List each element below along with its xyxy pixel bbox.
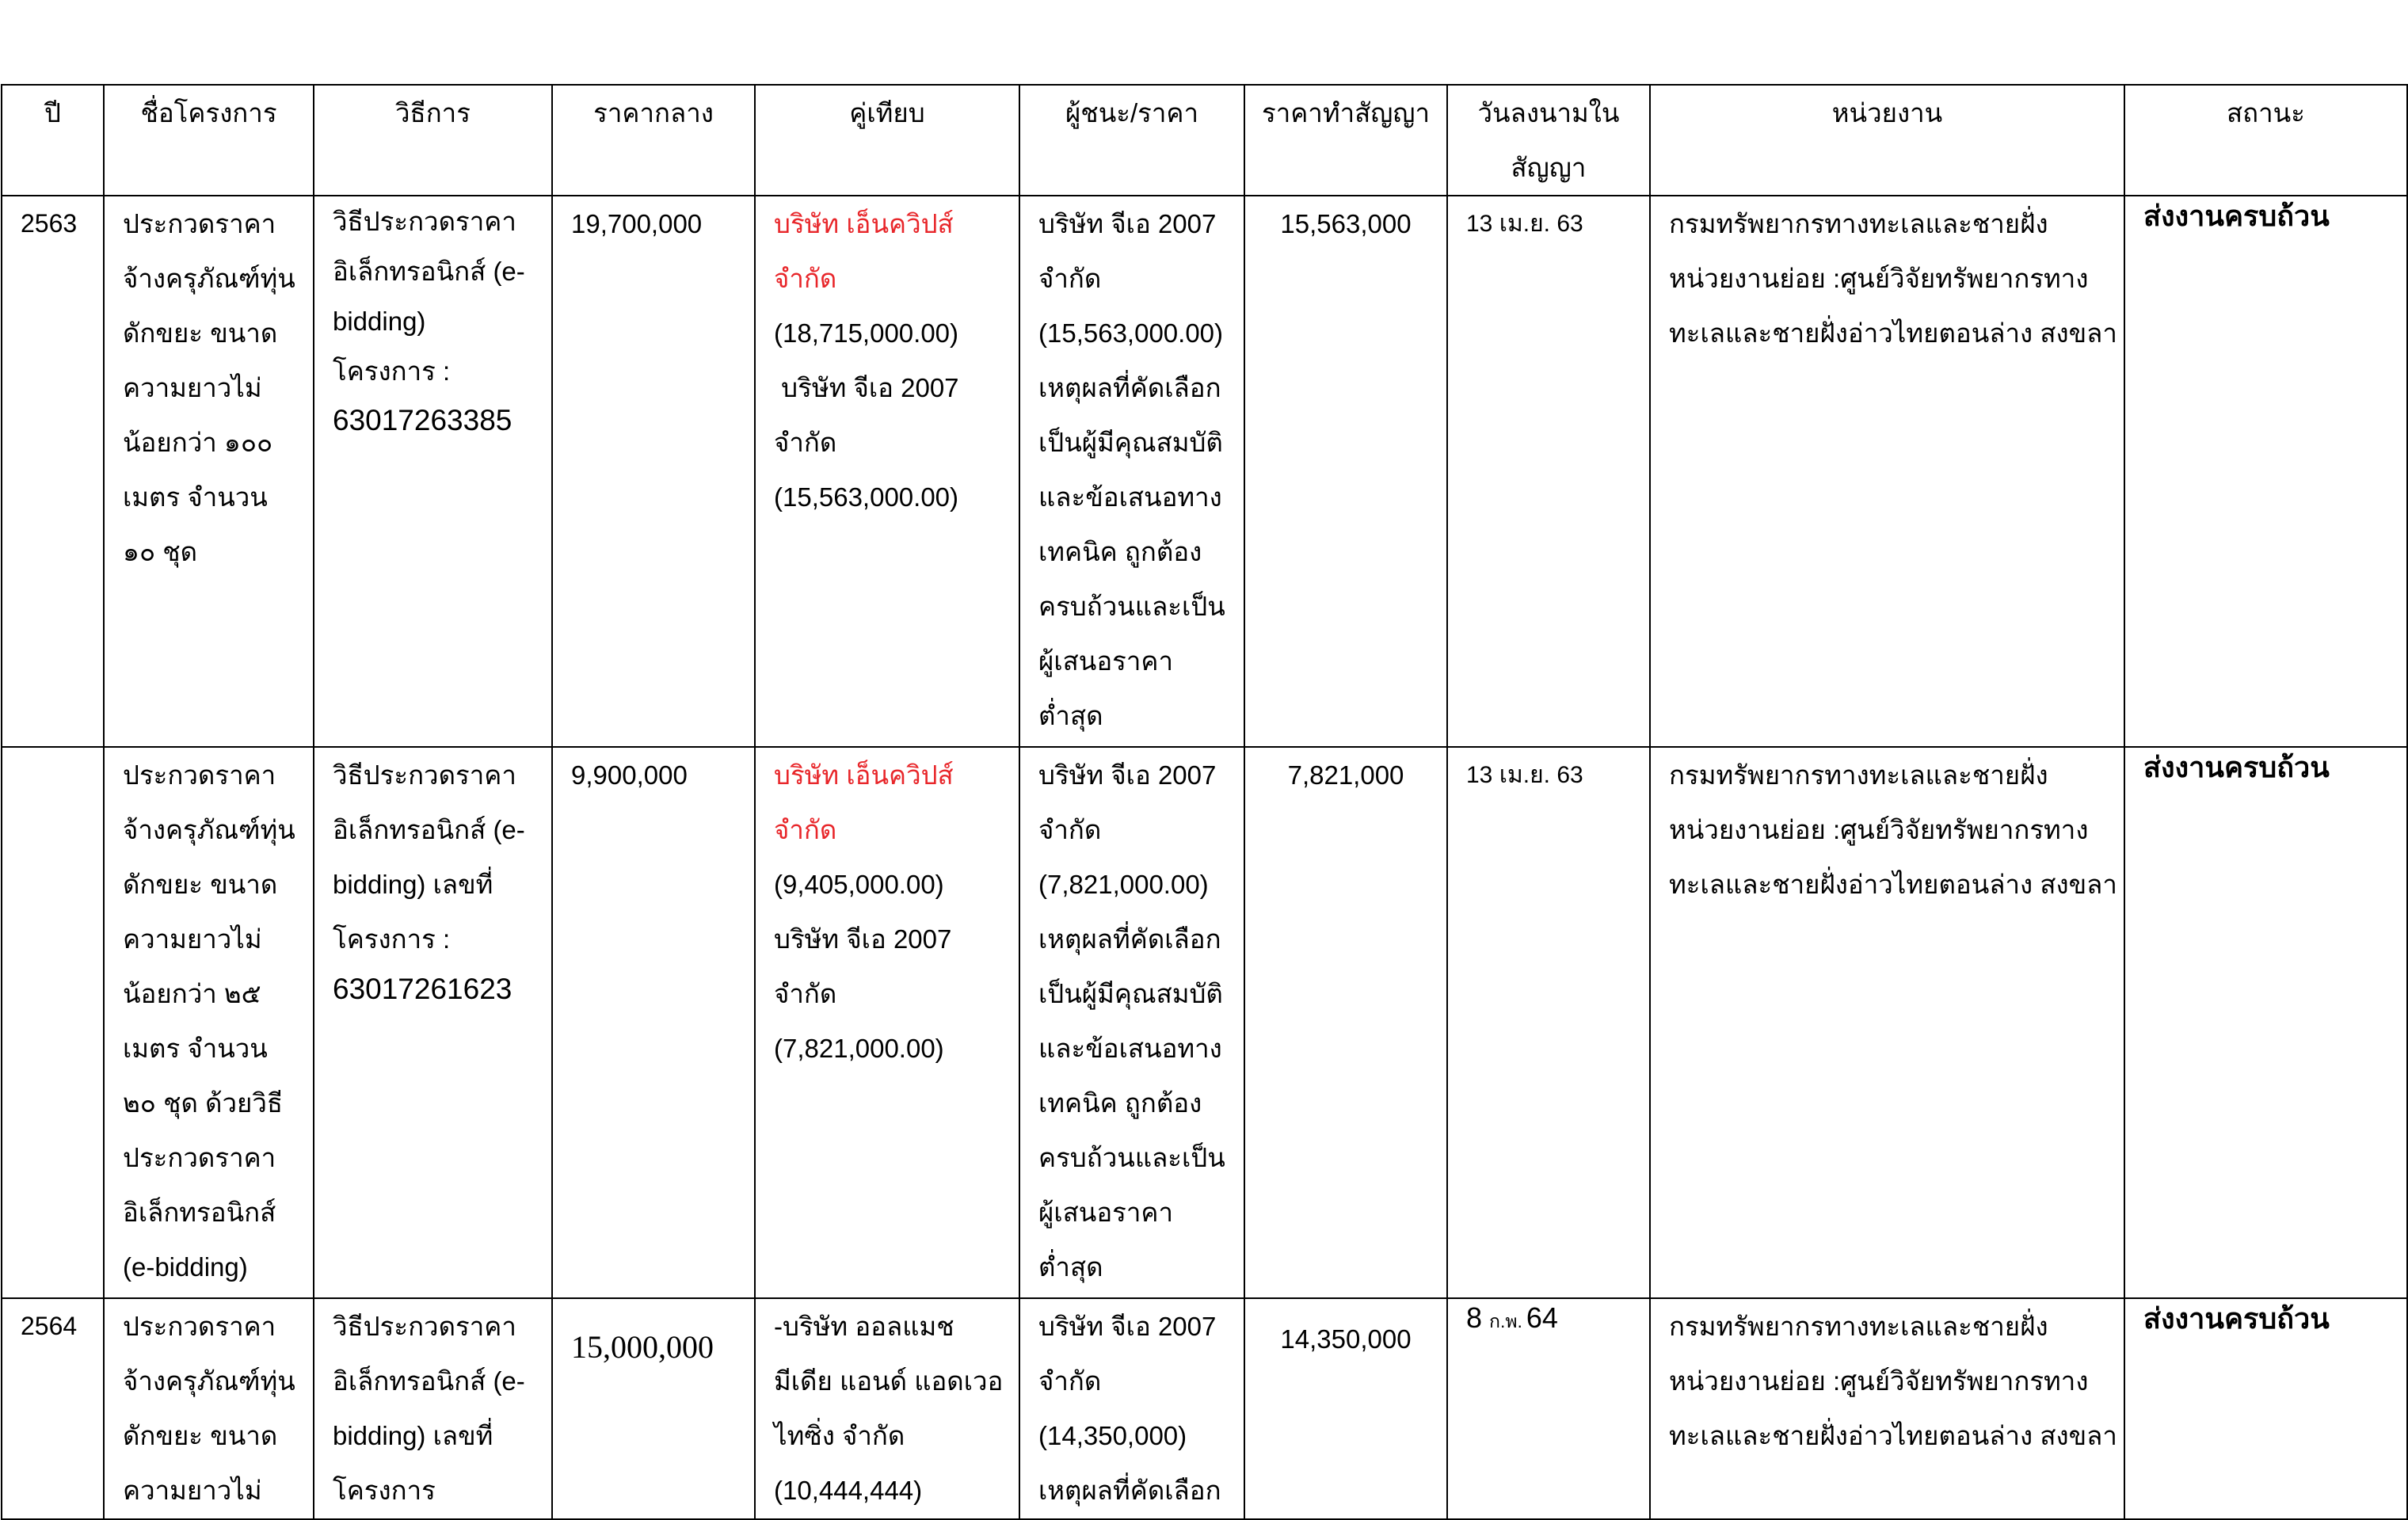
cell-signing-date — [1447, 1298, 1650, 1519]
contract-price-text: 15,563,000 — [1280, 209, 1412, 238]
cell-project-name — [104, 1298, 314, 1519]
cell-agency — [1650, 196, 2124, 747]
cell-year — [2, 1298, 104, 1519]
project-name-text: ประกวดราคา จ้างครุภัณฑ์ทุ่น ดักขยะ ขนาด ความยาวไม่ น้อยกว่า ๒๕ เมตร จำนวน ๒๐ ชุด ด้วยวิธี ประกวดราคา อิเล็กทรอนิกส์ (e-bidding) — [123, 760, 295, 1282]
competitor-highlight: บริษัท เอ็นควิปส์ จำกัด — [774, 760, 954, 844]
header-median-price: ราคากลาง — [552, 85, 755, 196]
cell-status — [2124, 747, 2407, 1298]
winner-text: บริษัท จีเอ 2007 จำกัด (14,350,000) เหตุผลที่คัดเลือก — [1038, 1312, 1221, 1505]
cell-agency — [1650, 747, 2124, 1298]
header-year: ปี — [2, 85, 104, 196]
cell-winner-price — [1019, 1298, 1244, 1519]
signing-date-month: ก.พ. — [1489, 1311, 1522, 1331]
header-competitors: คู่เทียบ — [755, 85, 1019, 196]
cell-contract-price — [1244, 196, 1447, 747]
cell-competitors — [755, 1298, 1019, 1519]
winner-text: บริษัท จีเอ 2007 จำกัด (7,821,000.00) เหตุผลที่คัดเลือก เป็นผู้มีคุณสมบัติ และข้อเสนอทาง เทคนิค ถูกต้อง ครบถ้วนและเป็น ผู้เสนอราคา ต่ำสุด — [1038, 760, 1225, 1282]
method-text: วิธีประกวดราคา อิเล็กทรอนิกส์ (e- bidding) เลขที่ โครงการ : — [333, 760, 525, 954]
header-method: วิธีการ — [314, 85, 552, 196]
median-price-text: 19,700,000 — [571, 209, 703, 238]
cell-project-name — [104, 196, 314, 747]
status-badge: ส่งงานครบถ้วน — [2143, 200, 2330, 232]
signing-date-day: 8 — [1466, 1301, 1483, 1334]
signing-date-text — [1448, 1299, 1649, 1340]
procurement-table — [1, 84, 2408, 1520]
cell-method — [314, 747, 552, 1298]
cell-agency — [1650, 1298, 2124, 1519]
cell-method — [314, 1298, 552, 1519]
cell-winner-price — [1019, 196, 1244, 747]
method-text: วิธีประกวดราคา อิเล็กทรอนิกส์ (e- bidding) เลขที่ โครงการ — [333, 1312, 525, 1505]
agency-text: กรมทรัพยากรทางทะเลและชายฝั่ง หน่วยงานย่อย :ศูนย์วิจัยทรัพยากรทาง ทะเลและชายฝั่งอ่าวไทยตอนล่าง สงขลา — [1669, 760, 2117, 899]
header-winner-price: ผู้ชนะ/ราคา — [1019, 85, 1244, 196]
cell-year — [2, 747, 104, 1298]
status-badge: ส่งงานครบถ้วน — [2143, 1302, 2330, 1335]
project-number: 63017261623 — [333, 973, 512, 1005]
median-price-text: 15,000,000 — [571, 1329, 714, 1365]
cell-median-price — [552, 196, 755, 747]
agency-text: กรมทรัพยากรทางทะเลและชายฝั่ง หน่วยงานย่อย :ศูนย์วิจัยทรัพยากรทาง ทะเลและชายฝั่งอ่าวไทยตอนล่าง สงขลา — [1669, 1312, 2117, 1450]
header-agency: หน่วยงาน — [1650, 85, 2124, 196]
status-badge: ส่งงานครบถ้วน — [2143, 751, 2330, 783]
project-number: 63017263385 — [333, 404, 512, 436]
contract-price-text: 7,821,000 — [1287, 760, 1404, 790]
table-header — [2, 85, 2407, 196]
table-row — [2, 196, 2407, 747]
contract-price-text: 14,350,000 — [1280, 1324, 1412, 1354]
header-contract-price: ราคาทำสัญญา — [1244, 85, 1447, 196]
competitor-details: (9,405,000.00) บริษัท จีเอ 2007 จำกัด (7,821,000.00) — [774, 870, 952, 1063]
competitor-highlight: บริษัท เอ็นควิปส์ จำกัด — [774, 209, 954, 293]
cell-median-price — [552, 1298, 755, 1519]
header-status: สถานะ — [2124, 85, 2407, 196]
cell-contract-price — [1244, 1298, 1447, 1519]
signing-date-year: 64 — [1526, 1301, 1558, 1334]
project-name-text: ประกวดราคา จ้างครุภัณฑ์ทุ่น ดักขยะ ขนาด ความยาวไม่ — [123, 1312, 295, 1505]
winner-text: บริษัท จีเอ 2007 จำกัด (15,563,000.00) เหตุผลที่คัดเลือก เป็นผู้มีคุณสมบัติ และข้อเสนอทาง เทคนิค ถูกต้อง ครบถ้วนและเป็น ผู้เสนอราคา ต่ำสุด — [1038, 209, 1225, 730]
cell-competitors — [755, 747, 1019, 1298]
cell-contract-price — [1244, 747, 1447, 1298]
table-header-row — [2, 85, 2407, 196]
header-project-name: ชื่อโครงการ — [104, 85, 314, 196]
cell-status — [2124, 1298, 2407, 1519]
method-text: วิธีประกวดราคา อิเล็กทรอนิกส์ (e- bidding) โครงการ : — [333, 207, 525, 386]
project-name-text: ประกวดราคา จ้างครุภัณฑ์ทุ่น ดักขยะ ขนาด ความยาวไม่ น้อยกว่า ๑๐๐ เมตร จำนวน ๑๐ ชุด — [123, 209, 295, 566]
median-price-text: 9,900,000 — [571, 760, 688, 790]
cell-median-price — [552, 747, 755, 1298]
agency-text: กรมทรัพยากรทางทะเลและชายฝั่ง หน่วยงานย่อย :ศูนย์วิจัยทรัพยากรทาง ทะเลและชายฝั่งอ่าวไทยตอนล่าง สงขลา — [1669, 209, 2117, 348]
year-text: 2563 — [21, 209, 78, 238]
cell-status — [2124, 196, 2407, 747]
cell-project-name — [104, 747, 314, 1298]
cell-year — [2, 196, 104, 747]
cell-signing-date — [1447, 747, 1650, 1298]
competitor-details: (18,715,000.00) บริษัท จีเอ 2007 จำกัด (15,563,000.00) — [774, 318, 959, 512]
cell-competitors — [755, 196, 1019, 747]
competitor-details: -บริษัท ออลแมช มีเดีย แอนด์ แอดเวอ ไทซิ่ง จำกัด (10,444,444) — [774, 1312, 1004, 1505]
signing-date-text: 13 เม.ย. 63 — [1466, 211, 1583, 237]
signing-date-text: 13 เม.ย. 63 — [1466, 762, 1583, 788]
table-row — [2, 1298, 2407, 1519]
year-text: 2564 — [21, 1312, 78, 1340]
cell-signing-date — [1447, 196, 1650, 747]
table-body — [2, 196, 2407, 1519]
table-row — [2, 747, 2407, 1298]
header-signing-date: วันลงนามใน สัญญา — [1447, 85, 1650, 196]
cell-method — [314, 196, 552, 747]
cell-winner-price — [1019, 747, 1244, 1298]
